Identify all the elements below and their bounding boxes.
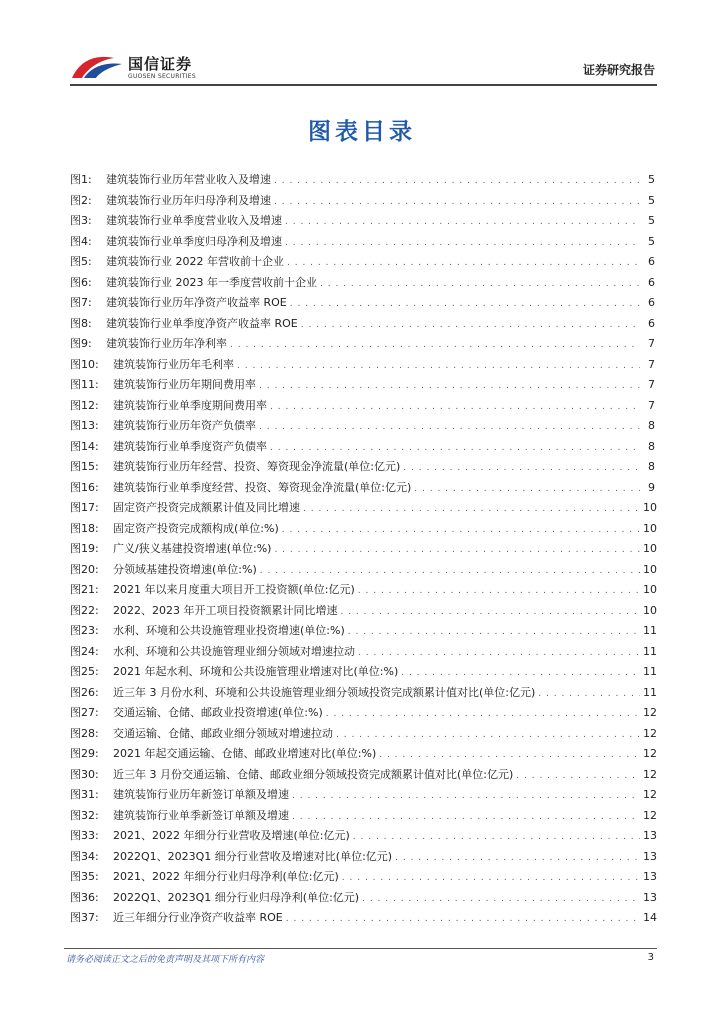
toc-figure-title: 建筑装饰行业历年归母净利及增速 — [106, 193, 271, 207]
figure-table-of-contents — [70, 170, 655, 929]
page-number: 3 — [647, 952, 654, 963]
toc-figure-label: 图20: — [70, 562, 99, 576]
toc-entry[interactable] — [70, 519, 655, 540]
toc-dot-leader — [379, 744, 640, 766]
toc-dot-leader — [340, 601, 640, 623]
toc-figure-title: 建筑装饰行业单季度净资产收益率 ROE — [106, 316, 298, 330]
toc-page-number: 12 — [643, 726, 657, 740]
toc-entry[interactable] — [70, 293, 655, 314]
toc-figure-title: 2021 年起交通运输、仓储、邮政业增速对比(单位:%) — [113, 747, 377, 760]
toc-page-number: 9 — [648, 480, 655, 494]
toc-figure-label: 图16: — [70, 480, 99, 494]
toc-figure-title: 2022、2023 年开工项目投资额累计同比增速 — [113, 603, 338, 617]
toc-figure-title: 建筑装饰行业历年资产负债率 — [113, 419, 256, 432]
toc-dot-leader — [362, 888, 640, 910]
toc-figure-label: 图29: — [70, 747, 99, 760]
toc-figure-label: 图32: — [70, 808, 99, 822]
toc-figure-label: 图25: — [70, 665, 99, 678]
toc-entry[interactable] — [70, 601, 655, 622]
toc-page-number: 6 — [648, 275, 655, 289]
toc-figure-label: 图33: — [70, 829, 99, 842]
toc-figure-title: 近三年细分行业净资产收益率 ROE — [113, 911, 283, 924]
toc-page-number: 11 — [643, 624, 657, 637]
toc-figure-title: 2022Q1、2023Q1 细分行业归母净利(单位:亿元) — [113, 890, 360, 904]
toc-page-number: 8 — [648, 419, 655, 432]
toc-page-number: 12 — [643, 706, 657, 719]
toc-entry[interactable] — [70, 724, 655, 745]
toc-page-number: 6 — [648, 296, 655, 309]
toc-figure-label: 图3: — [70, 214, 92, 227]
toc-entry[interactable] — [70, 498, 655, 519]
toc-figure-title: 交通运输、仓储、邮政业投资增速(单位:%) — [113, 706, 323, 719]
toc-dot-leader — [285, 211, 640, 233]
toc-figure-label: 图2: — [70, 193, 92, 207]
toc-figure-title: 建筑装饰行业历年期间费用率 — [113, 378, 256, 391]
toc-dot-leader — [237, 355, 640, 377]
toc-figure-label: 图12: — [70, 398, 99, 412]
toc-dot-leader — [353, 826, 640, 848]
toc-dot-leader — [414, 478, 640, 500]
toc-dot-leader — [285, 232, 640, 254]
toc-figure-title: 建筑装饰行业 2023 年一季度营收前十企业 — [106, 275, 317, 289]
toc-figure-title: 建筑装饰行业单季度期间费用率 — [113, 398, 267, 412]
toc-dot-leader — [259, 375, 640, 397]
toc-page-number: 7 — [648, 398, 655, 412]
toc-page-number: 13 — [643, 890, 657, 904]
header-divider — [70, 84, 657, 86]
toc-figure-label: 图7: — [70, 296, 92, 309]
footer-disclaimer: 请务必阅读正文之后的免责声明及其项下所有内容 — [66, 955, 265, 965]
toc-entry[interactable] — [70, 314, 655, 335]
toc-page-number: 6 — [648, 255, 655, 268]
toc-figure-title: 近三年 3 月份交通运输、仓储、邮政业细分领域投资完成额累计值对比(单位:亿元) — [113, 767, 514, 781]
toc-figure-title: 建筑装饰行业历年经营、投资、筹资现金净流量(单位:亿元) — [113, 460, 401, 473]
toc-figure-label: 图14: — [70, 439, 99, 453]
toc-figure-title: 固定资产投资完成额构成(单位:%) — [113, 521, 279, 535]
toc-entry[interactable] — [70, 252, 655, 273]
toc-entry[interactable] — [70, 642, 655, 663]
toc-dot-leader — [270, 437, 640, 459]
toc-entry[interactable] — [70, 396, 655, 417]
toc-figure-title: 水利、环境和公共设施管理业投资增速(单位:%) — [113, 624, 345, 637]
toc-entry[interactable] — [70, 908, 655, 929]
toc-figure-label: 图4: — [70, 234, 92, 248]
toc-dot-leader — [292, 785, 640, 807]
toc-entry[interactable] — [70, 765, 655, 786]
toc-page-number: 13 — [643, 829, 657, 842]
toc-entry[interactable] — [70, 560, 655, 581]
toc-page-number: 7 — [648, 337, 655, 350]
toc-figure-label: 图18: — [70, 521, 99, 535]
toc-dot-leader — [336, 724, 640, 746]
toc-figure-title: 建筑装饰行业历年新签订单额及增速 — [113, 788, 289, 801]
toc-page-number: 12 — [643, 808, 657, 822]
toc-figure-label: 图35: — [70, 870, 99, 883]
toc-page-number: 10 — [643, 603, 657, 617]
toc-page-number: 13 — [643, 849, 657, 863]
brand-name: 国信证券 — [128, 55, 193, 73]
toc-dot-leader — [395, 847, 640, 869]
toc-page-number: 10 — [643, 521, 657, 535]
toc-page-number: 12 — [643, 788, 657, 801]
toc-figure-title: 建筑装饰行业单季度营业收入及增速 — [106, 214, 282, 227]
toc-figure-label: 图17: — [70, 501, 99, 514]
toc-figure-label: 图36: — [70, 890, 99, 904]
toc-dot-leader — [326, 703, 640, 725]
toc-entry[interactable] — [70, 580, 655, 601]
toc-figure-title: 2021 年以来月度重大项目开工投资额(单位:亿元) — [113, 583, 355, 596]
toc-figure-label: 图13: — [70, 419, 99, 432]
toc-page-number: 11 — [643, 665, 657, 678]
toc-dot-leader — [292, 806, 640, 828]
toc-figure-title: 建筑装饰行业 2022 年营收前十企业 — [106, 255, 284, 268]
toc-figure-label: 图30: — [70, 767, 99, 781]
toc-entry[interactable] — [70, 273, 655, 294]
toc-figure-title: 交通运输、仓储、邮政业细分领域对增速拉动 — [113, 726, 333, 740]
toc-dot-leader — [301, 314, 640, 336]
toc-dot-leader — [348, 621, 640, 643]
toc-figure-label: 图24: — [70, 644, 99, 658]
toc-figure-label: 图34: — [70, 849, 99, 863]
toc-dot-leader — [260, 560, 640, 582]
page-title: 图表目录 — [308, 119, 416, 145]
toc-entry[interactable] — [70, 416, 655, 437]
toc-figure-title: 2021 年起水利、环境和公共设施管理业增速对比(单位:%) — [113, 665, 399, 678]
toc-entry[interactable] — [70, 847, 655, 868]
toc-figure-label: 图28: — [70, 726, 99, 740]
toc-page-number: 11 — [643, 644, 657, 658]
toc-entry[interactable] — [70, 211, 655, 232]
toc-figure-label: 图26: — [70, 685, 99, 699]
toc-figure-title: 水利、环境和公共设施管理业细分领域对增速拉动 — [113, 644, 355, 658]
toc-dot-leader — [358, 642, 640, 664]
toc-figure-title: 2021、2022 年细分行业营收及增速(单位:亿元) — [113, 829, 350, 842]
toc-figure-label: 图21: — [70, 583, 99, 596]
toc-page-number: 8 — [648, 460, 655, 473]
toc-dot-leader — [403, 457, 640, 479]
toc-figure-title: 建筑装饰行业单季度归母净利及增速 — [106, 234, 282, 248]
toc-figure-label: 图9: — [70, 337, 92, 350]
toc-figure-label: 图19: — [70, 542, 99, 555]
toc-figure-label: 图23: — [70, 624, 99, 637]
toc-figure-label: 图10: — [70, 357, 99, 371]
toc-page-number: 5 — [648, 193, 655, 207]
toc-entry[interactable] — [70, 539, 655, 560]
toc-dot-leader — [274, 539, 640, 561]
toc-page-number: 7 — [648, 378, 655, 391]
toc-figure-label: 图5: — [70, 255, 92, 268]
toc-figure-label: 图11: — [70, 378, 99, 391]
brand-name-english: GUOSEN SECURITIES — [128, 73, 197, 80]
toc-entry[interactable] — [70, 703, 655, 724]
toc-entry[interactable] — [70, 806, 655, 827]
toc-figure-label: 图8: — [70, 316, 92, 330]
toc-dot-leader — [230, 334, 640, 356]
toc-entry[interactable] — [70, 744, 655, 765]
toc-dot-leader — [538, 683, 640, 705]
toc-figure-label: 图31: — [70, 788, 99, 801]
toc-figure-title: 固定资产投资完成额累计值及同比增速 — [113, 501, 300, 514]
toc-page-number: 10 — [643, 583, 657, 596]
toc-entry[interactable] — [70, 662, 655, 683]
toc-figure-label: 图27: — [70, 706, 99, 719]
toc-figure-title: 2021、2022 年细分行业归母净利(单位:亿元) — [113, 870, 339, 883]
toc-entry[interactable] — [70, 826, 655, 847]
toc-dot-leader — [274, 170, 640, 192]
toc-page-number: 8 — [648, 439, 655, 453]
toc-dot-leader — [286, 908, 640, 930]
toc-page-number: 14 — [643, 911, 657, 924]
toc-dot-leader — [516, 765, 640, 787]
toc-figure-title: 建筑装饰行业单季度资产负债率 — [113, 439, 267, 453]
report-type-label: 证券研究报告 — [582, 63, 655, 77]
toc-figure-label: 图1: — [70, 173, 92, 186]
guosen-logo-icon — [70, 54, 124, 80]
toc-page-number: 6 — [648, 316, 655, 330]
toc-figure-title: 建筑装饰行业历年净利率 — [106, 337, 227, 350]
toc-entry[interactable] — [70, 478, 655, 499]
toc-dot-leader — [358, 580, 640, 602]
toc-figure-label: 图37: — [70, 911, 99, 924]
toc-dot-leader — [401, 662, 640, 684]
toc-dot-leader — [320, 273, 640, 295]
toc-entry[interactable] — [70, 170, 655, 191]
toc-page-number: 10 — [643, 501, 657, 514]
toc-page-number: 5 — [648, 173, 655, 186]
toc-entry[interactable] — [70, 232, 655, 253]
toc-figure-title: 建筑装饰行业历年净资产收益率 ROE — [106, 296, 287, 309]
toc-page-number: 12 — [643, 747, 657, 760]
toc-figure-label: 图22: — [70, 603, 99, 617]
toc-figure-title: 2022Q1、2023Q1 细分行业营收及增速对比(单位:亿元) — [113, 849, 393, 863]
toc-dot-leader — [287, 252, 640, 274]
toc-entry[interactable] — [70, 785, 655, 806]
toc-entry[interactable] — [70, 888, 655, 909]
toc-entry[interactable] — [70, 867, 655, 888]
toc-figure-title: 建筑装饰行业历年营业收入及增速 — [106, 173, 271, 186]
toc-entry[interactable] — [70, 437, 655, 458]
toc-entry[interactable] — [70, 191, 655, 212]
toc-page-number: 11 — [643, 685, 657, 699]
footer-divider — [64, 948, 657, 949]
toc-figure-title: 建筑装饰行业历年毛利率 — [113, 357, 234, 371]
toc-dot-leader — [282, 519, 640, 541]
toc-dot-leader — [270, 396, 640, 418]
toc-page-number: 7 — [648, 357, 655, 371]
toc-page-number: 10 — [643, 562, 657, 576]
toc-page-number: 13 — [643, 870, 657, 883]
toc-page-number: 5 — [648, 214, 655, 227]
toc-figure-title: 广义/狭义基建投资增速(单位:%) — [113, 542, 272, 555]
toc-figure-title: 分领域基建投资增速(单位:%) — [113, 562, 257, 576]
toc-dot-leader — [342, 867, 640, 889]
toc-figure-label: 图6: — [70, 275, 92, 289]
toc-figure-title: 建筑装饰行业单季新签订单额及增速 — [113, 808, 289, 822]
toc-entry[interactable] — [70, 355, 655, 376]
toc-page-number: 12 — [643, 767, 657, 781]
toc-dot-leader — [274, 191, 640, 213]
toc-page-number: 5 — [648, 234, 655, 248]
toc-dot-leader — [259, 416, 640, 438]
toc-entry[interactable] — [70, 621, 655, 642]
toc-entry[interactable] — [70, 683, 655, 704]
toc-entry[interactable] — [70, 334, 655, 355]
toc-figure-title: 近三年 3 月份水利、环境和公共设施管理业细分领域投资完成额累计值对比(单位:亿元) — [113, 685, 536, 699]
toc-figure-title: 建筑装饰行业单季度经营、投资、筹资现金净流量(单位:亿元) — [113, 480, 412, 494]
toc-dot-leader — [303, 498, 640, 520]
toc-dot-leader — [290, 293, 640, 315]
toc-page-number: 10 — [643, 542, 657, 555]
toc-entry[interactable] — [70, 457, 655, 478]
toc-figure-label: 图15: — [70, 460, 99, 473]
report-header — [70, 48, 657, 82]
toc-entry[interactable] — [70, 375, 655, 396]
